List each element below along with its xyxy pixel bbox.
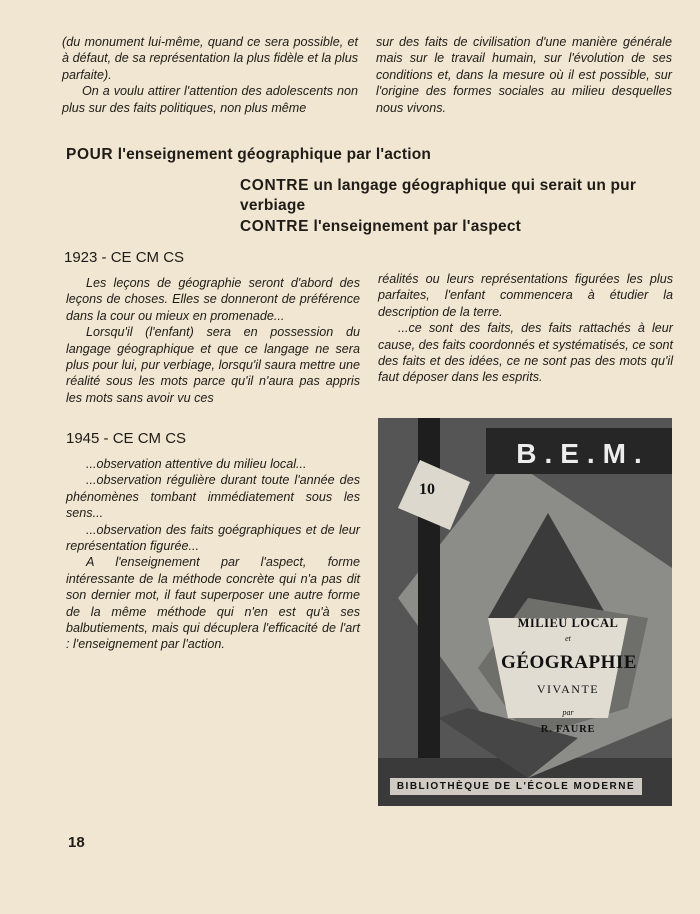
heading-contre-2-keyword: CONTRE bbox=[240, 218, 310, 235]
heading-contre-2-text: l'enseignement par l'aspect bbox=[309, 218, 522, 235]
intro-right-column bbox=[376, 34, 672, 116]
section-1923-right-column bbox=[378, 271, 673, 386]
intro-paragraph-3: sur des faits de civilisation d'une manière générale mais sur le travail humain, sur l'évolution de ses conditions et, dans la mesure où il est possible, sur l'origine des formes sociales au milieu desquelles nous vivons. bbox=[376, 35, 672, 115]
page-number: 18 bbox=[68, 834, 85, 851]
section-1945-title: 1945 - CE CM CS bbox=[66, 430, 187, 447]
section-1923-paragraph-1: Les leçons de géographie seront d'abord des leçons de choses. Elles se donneront de préférence dans la cour ou mieux en promenade... bbox=[66, 276, 360, 323]
cover-author: R. FAURE bbox=[540, 724, 596, 735]
cover-collection-label: BIBLIOTHÈQUE DE L'ÉCOLE MODERNE bbox=[390, 778, 642, 795]
cover-number: 10 bbox=[419, 481, 435, 498]
section-1923-left-column bbox=[66, 275, 360, 406]
heading-contre-1-text: un langage géographique qui serait un pur verbiage bbox=[240, 177, 637, 214]
section-1945-column bbox=[66, 456, 360, 653]
intro-paragraph-1: (du monument lui-même, quand ce sera possible, et à défaut, de sa représentation la plus fidèle et la plus parfaite). bbox=[62, 35, 358, 82]
cover-series-title: B.E.M. bbox=[516, 438, 650, 469]
cover-by: par bbox=[562, 708, 574, 717]
cover-title-line-3: VIVANTE bbox=[536, 682, 600, 696]
cover-artwork bbox=[378, 418, 672, 806]
section-1923-paragraph-4: ...ce sont des faits, des faits rattachés à leur cause, des faits coordonnés et systématisés, ce sont des faits et des idées, ce ne sont pas des mots qu'il faut déposer dans les esprits. bbox=[378, 321, 673, 385]
intro-paragraph-2: On a voulu attirer l'attention des adolescents non plus sur des faits politiques, non plus même bbox=[62, 84, 358, 115]
cover-title-line-1: MILIEU LOCAL bbox=[517, 616, 619, 630]
section-1923-paragraph-2: Lorsqu'il (l'enfant) sera en possession du langage géographique et que ce langage ne sera plus pour lui, pur verbiage, lorsqu'il saura mettre une réalité sous les mots parce qu'il n'aura pas appris les mots sans avoir vu ces bbox=[66, 325, 360, 405]
heading-contre-1-keyword: CONTRE bbox=[240, 177, 310, 194]
section-1945-paragraph-2: ...observation régulière durant toute l'année des phénomènes tombant immédiatement sous les sens... bbox=[66, 473, 360, 521]
cover-title-line-2: GÉOGRAPHIE bbox=[501, 652, 637, 673]
intro-left-column bbox=[62, 34, 358, 116]
cover-title-connector: et bbox=[565, 634, 571, 643]
heading-pour-keyword: POUR bbox=[66, 146, 114, 163]
heading-pour-text: l'enseignement géographique par l'action bbox=[113, 146, 432, 163]
heading-pour bbox=[66, 146, 431, 164]
section-1945-paragraph-4: A l'enseignement par l'aspect, forme intéressante de la méthode concrète qui n'a pas dit son dernier mot, il faut superposer une autre forme de la même méthode qui n'en est qu'à ses balbutiements, mais qui décuplera l'efficacité de l'art : l'enseignement par l'action. bbox=[66, 555, 360, 652]
heading-contre-2 bbox=[240, 218, 521, 236]
section-1945-paragraph-1: ...observation attentive du milieu local... bbox=[86, 457, 307, 471]
section-1923-paragraph-3: réalités ou leurs représentations figurées les plus parfaites, l'enfant commencera à étudier la description de la terre. bbox=[378, 272, 673, 319]
section-1945-paragraph-3: ...observation des faits goégraphiques et de leur représentation figurée... bbox=[66, 522, 360, 554]
book-cover-image bbox=[378, 418, 672, 806]
section-1923-title: 1923 - CE CM CS bbox=[64, 249, 185, 266]
heading-contre-1 bbox=[240, 176, 672, 216]
